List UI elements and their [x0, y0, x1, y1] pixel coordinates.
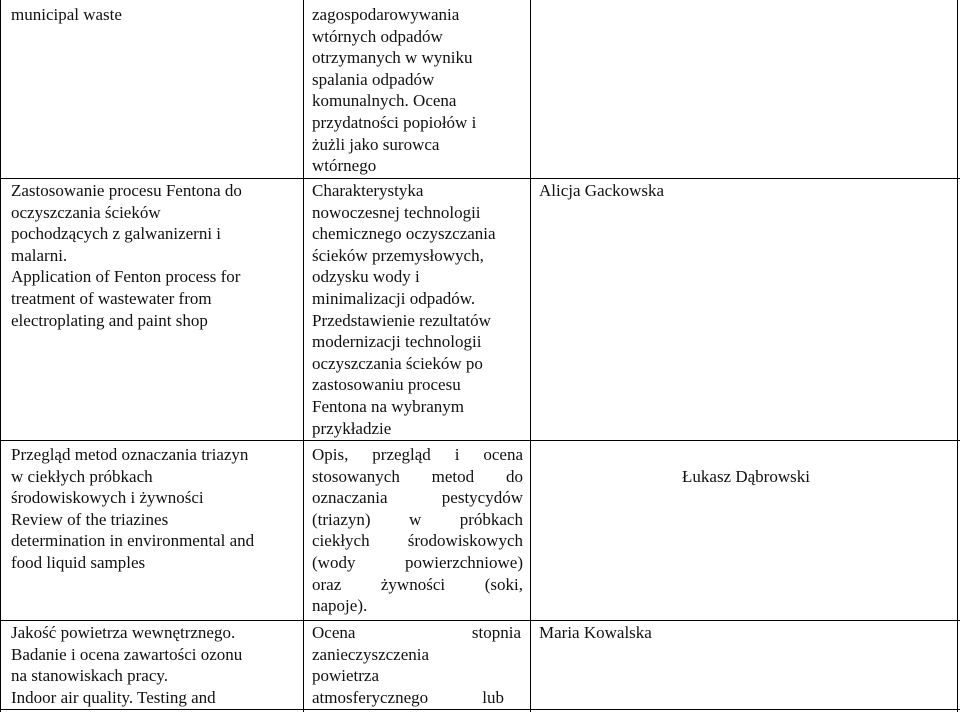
- description-line: napoje).: [312, 596, 368, 616]
- description-line: [312, 530, 523, 552]
- row-1-description-cell: [312, 180, 523, 439]
- row-3-title-cell: [11, 622, 297, 708]
- description-line: komunalnych. Ocena: [312, 91, 457, 111]
- description-line: zanieczyszczenia: [312, 644, 430, 664]
- title-line: Zastosowanie procesu Fentona do: [11, 181, 242, 200]
- description-line: [312, 574, 523, 596]
- title-line: treatment of wastewater from: [11, 288, 212, 308]
- row-3-supervisor-cell: [539, 622, 951, 644]
- title-line: Badanie i ocena zawartości ozonu: [11, 644, 243, 664]
- description-line: [312, 487, 523, 509]
- title-line: Jakość powietrza wewnętrznego.: [11, 623, 236, 642]
- word: i: [454, 445, 460, 464]
- description-line: oczyszczania ścieków po: [312, 353, 483, 373]
- row-0-description-cell: [312, 4, 523, 177]
- row-2-title-cell: [11, 444, 297, 574]
- description-line: chemicznego oczyszczania: [312, 224, 496, 244]
- description-line: Fentona na wybranym: [312, 396, 465, 416]
- column-divider-2: [530, 0, 531, 712]
- description-line: żużli jako surowca: [312, 134, 440, 154]
- column-divider-1: [303, 0, 304, 712]
- word: (triazyn): [312, 509, 371, 529]
- description-line: [312, 509, 523, 531]
- row-3-description-cell: [312, 622, 521, 708]
- description-line: minimalizacji odpadów.: [312, 288, 476, 308]
- description-line: zagospodarowywania: [312, 5, 460, 24]
- word: ciekłych: [312, 531, 370, 551]
- word: środowiskowych: [407, 531, 523, 551]
- description-line: [312, 466, 523, 488]
- word: Ocena: [312, 623, 356, 642]
- description-line: [312, 622, 521, 644]
- title-line: Indoor air quality. Testing and: [11, 687, 216, 707]
- description-line: wtórnego: [312, 156, 377, 176]
- supervisor-name: Łukasz Dąbrowski: [682, 467, 810, 486]
- word: przegląd: [372, 445, 431, 464]
- word: (wody: [312, 552, 356, 572]
- description-line: ścieków przemysłowych,: [312, 245, 484, 265]
- description-line: [312, 552, 523, 574]
- word: oraz: [312, 574, 342, 594]
- word: próbkach: [459, 509, 523, 529]
- description-line: powietrza: [312, 666, 380, 686]
- word: atmosferycznego: [312, 687, 429, 707]
- row-1-supervisor-cell: [539, 180, 951, 202]
- description-line: przykładzie: [312, 418, 392, 438]
- title-line: Review of the triazines: [11, 509, 169, 529]
- title-line: Application of Fenton process for: [11, 267, 241, 287]
- word: stopnia: [471, 623, 521, 642]
- title-line: w ciekłych próbkach: [11, 466, 153, 486]
- description-line: zastosowaniu procesu: [312, 375, 461, 395]
- row-divider-2: [0, 440, 960, 441]
- word: pestycydów: [441, 488, 523, 508]
- title-line: oczyszczania ścieków: [11, 202, 161, 222]
- description-line: otrzymanych w wyniku: [312, 48, 473, 68]
- supervisor-name: Maria Kowalska: [539, 623, 652, 642]
- title-line: malarni.: [11, 245, 68, 265]
- word: oznaczania: [312, 488, 388, 508]
- word: do: [505, 466, 523, 486]
- word: żywności: [380, 574, 446, 594]
- word: powierzchniowe): [404, 552, 523, 572]
- description-line: modernizacji technologii: [312, 332, 482, 352]
- title-line: środowiskowych i żywności: [11, 488, 204, 508]
- supervisor-name: Alicja Gackowska: [539, 181, 665, 200]
- title-line: food liquid samples: [11, 552, 146, 572]
- title-line: municipal waste: [11, 5, 122, 24]
- title-line: determination in environmental and: [11, 531, 255, 551]
- word: w: [408, 509, 422, 529]
- word: ocena: [483, 445, 523, 464]
- description-line: [312, 444, 523, 466]
- word: lub: [482, 687, 504, 707]
- title-line: Przegląd metod oznaczania triazyn: [11, 445, 249, 464]
- word: (soki,: [484, 574, 523, 594]
- description-line: nowoczesnej technologii: [312, 202, 481, 222]
- table-border-bottom: [0, 709, 960, 710]
- description-line: wtórnych odpadów: [312, 26, 443, 46]
- row-0-title-cell: [11, 4, 297, 26]
- word: metod: [431, 466, 475, 486]
- row-2-description-cell: [312, 444, 523, 617]
- row-divider-1: [0, 178, 960, 179]
- row-2-supervisor-cell: [535, 466, 957, 488]
- title-line: pochodzących z galwanizerni i: [11, 224, 222, 244]
- description-line: spalania odpadów: [312, 69, 435, 89]
- description-line: [312, 687, 521, 709]
- title-line: electroplating and paint shop: [11, 310, 208, 330]
- description-line: przydatności popiołów i: [312, 112, 477, 132]
- title-line: na stanowiskach pracy.: [11, 666, 169, 686]
- description-line: odzysku wody i: [312, 267, 420, 287]
- row-divider-3: [0, 620, 960, 621]
- table-border-left: [0, 0, 1, 712]
- table-border-right: [957, 0, 958, 712]
- word: Opis,: [312, 445, 349, 464]
- description-line: Przedstawienie rezultatów: [312, 310, 491, 330]
- word: stosowanych: [312, 466, 400, 486]
- row-1-title-cell: [11, 180, 297, 331]
- description-line: Charakterystyka: [312, 181, 424, 200]
